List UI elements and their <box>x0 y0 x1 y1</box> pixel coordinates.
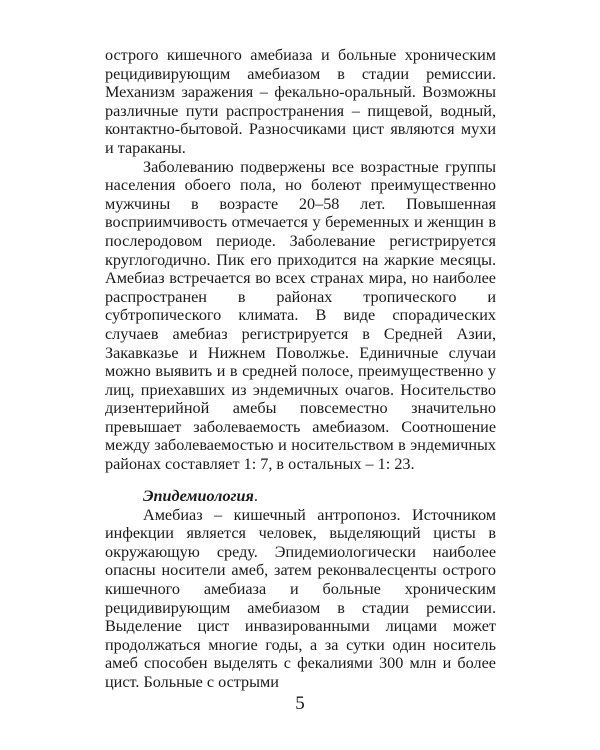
paragraph-epidemiology: Амебиаз – кишечный антропоноз. Источником инфекции является человек, выделяющий цисты в окружающую среду. Эпидемиологически наиболее опасны носители амеб, затем реконвалесценты острого кишечного амебиаза и больные хроническим рецидивирующим амебиазом в стадии ремиссии. Выделение цист инвазированными лицами может продолжаться многие годы, а за сутки один носитель амеб способен выделять с фекалиями 300 млн и более цист. Больные с острыми <box>105 505 496 691</box>
text-block-epidemiology <box>105 487 496 692</box>
paragraph-susceptibility: Заболеванию подвержены все возрастные группы населения обоего пола, но болеют преимущественно мужчины в возрасте 20–58 лет. Повышенная восприимчивость отмечается у беременных и женщин в послеродовом периоде. Заболевание регистрируется круглогодично. Пик его приходится на жаркие месяцы. Амебиаз встречается во всех странах мира, но наиболее распространен в районах тропического и субтропического климата. В виде спорадических случаев амебиаз регистрируется в Средней Азии, Закавказье и Нижнем Поволжье. Единичные случаи можно выявить и в средней полосе, преимущественно у лиц, приехавших из эндемичных очагов. Носительство дизентерийной амебы повсеместно значительно превышает заболеваемость амебиазом. Соотношение между заболеваемостью и носительством в эндемичных районах составляет 1: 7, в остальных – 1: 23. <box>105 157 496 474</box>
page-number: 5 <box>295 693 305 714</box>
paragraph-transmission: острого кишечного амебиаза и больные хроническим рецидивирующим амебиазом в стадии ремиссии. Механизм заражения – фекально-оральный. Возможны различные пути распространения – пищевой, водный, контактно-бытовой. Разносчиками цист являются мухи и тараканы. <box>105 46 496 157</box>
section-heading <box>105 487 496 506</box>
heading-epidemiology: Эпидемиология <box>143 487 254 505</box>
text-block-upper <box>105 46 496 474</box>
heading-period: . <box>253 487 258 505</box>
